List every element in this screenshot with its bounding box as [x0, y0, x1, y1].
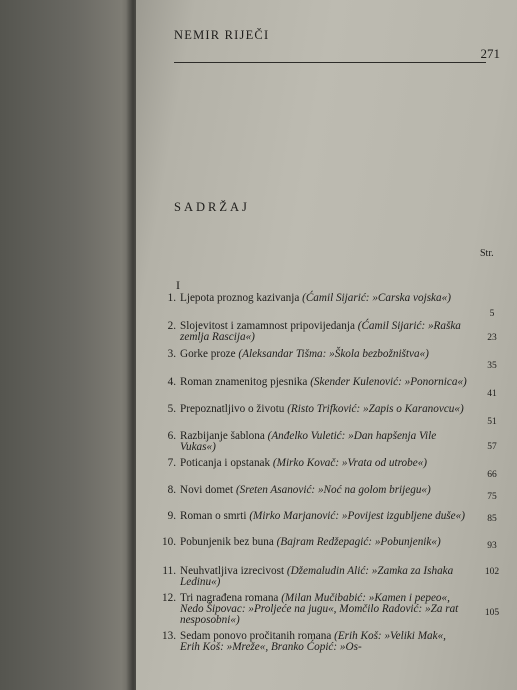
entry-title: Gorke proze (Aleksandar Tišma: »Škola bezbožništva«)	[180, 348, 429, 360]
entry-page: 5	[489, 309, 495, 319]
entry-title: Prepoznatljivo o životu (Risto Trifković: »Zapis o Karanovcu«)	[180, 403, 464, 415]
page-header	[174, 28, 500, 63]
toc-title: SADRŽAJ	[174, 200, 250, 214]
entry-page: 57	[487, 442, 497, 452]
entry-title: Ljepota proznog kazivanja (Ćamil Sijarić: »Carska vojska«)	[180, 292, 451, 304]
entry-title: Roman o smrti (Mirko Marjanović: »Povijest izgubljene duše«)	[180, 510, 465, 522]
entry-number: 9.	[167, 510, 176, 522]
entry-title: Novi domet (Sreten Asanović: »Noć na golom brijegu«)	[180, 484, 431, 496]
entry-number: 3.	[167, 348, 176, 360]
entry-title: Tri nagrađena romana (Milan Mučibabić: »Kamen i pepeo«, Nedo Šipovac: »Proljeće na jugu«, Momčilo Radović: »Za rat nesposobni«)	[180, 592, 459, 626]
entry-page: 41	[487, 389, 497, 399]
entry-number: 10.	[162, 536, 176, 548]
entry-number: 8.	[167, 484, 176, 496]
section-number: I	[176, 278, 180, 292]
entry-number: 1.	[167, 292, 176, 304]
entry-title: Poticanja i opstanak (Mirko Kovač: »Vrata od utrobe«)	[180, 457, 428, 469]
entry-number: 12.	[162, 592, 176, 604]
entry-page: 85	[487, 514, 497, 524]
entry-title: Roman znamenitog pjesnika (Skender Kulenović: »Ponornica«)	[180, 376, 467, 388]
entry-number: 11.	[162, 565, 176, 577]
entry-title: Pobunjenik bez buna (Bajram Redžepagić: »Pobunjenik«)	[180, 536, 441, 548]
entry-page: 66	[487, 470, 497, 480]
entry-number: 7.	[167, 457, 176, 469]
entry-page: 35	[487, 361, 497, 371]
entry-page: 93	[487, 541, 497, 551]
page-number: 271	[480, 46, 500, 61]
entry-title: Razbijanje šablona (Anđelko Vuletić: »Dan hapšenja Vile Vukas«)	[180, 430, 437, 453]
page-column-label: Str.	[480, 248, 494, 259]
entry-title: Neuhvatljiva izrecivost (Džemaludin Alić: »Zamka za Ishaka Ledinu«)	[180, 565, 454, 588]
entry-page: 105	[484, 608, 500, 618]
entry-page: 23	[487, 333, 497, 343]
entry-number: 5.	[167, 403, 176, 415]
entry-number: 13.	[162, 630, 176, 642]
entry-number: 4.	[167, 376, 176, 388]
entry-page: 102	[484, 567, 500, 577]
entry-page: 75	[487, 492, 497, 502]
entry-number: 2.	[167, 320, 176, 332]
entry-number: 6.	[167, 430, 176, 442]
entry-title: Sedam ponovo pročitanih romana (Erih Koš: »Veliki Mak«, Erih Koš: »Mreže«, Branko Ćopić: »Os-	[180, 630, 446, 653]
entry-page: 51	[487, 417, 497, 427]
facing-page	[0, 0, 138, 690]
running-head: NEMIR RIJEČI	[174, 28, 270, 42]
book-page	[136, 0, 517, 690]
entry-title: Slojevitost i zamamnost pripovijedanja (Ćamil Sijarić: »Raška zemlja Rascija«)	[180, 320, 461, 343]
